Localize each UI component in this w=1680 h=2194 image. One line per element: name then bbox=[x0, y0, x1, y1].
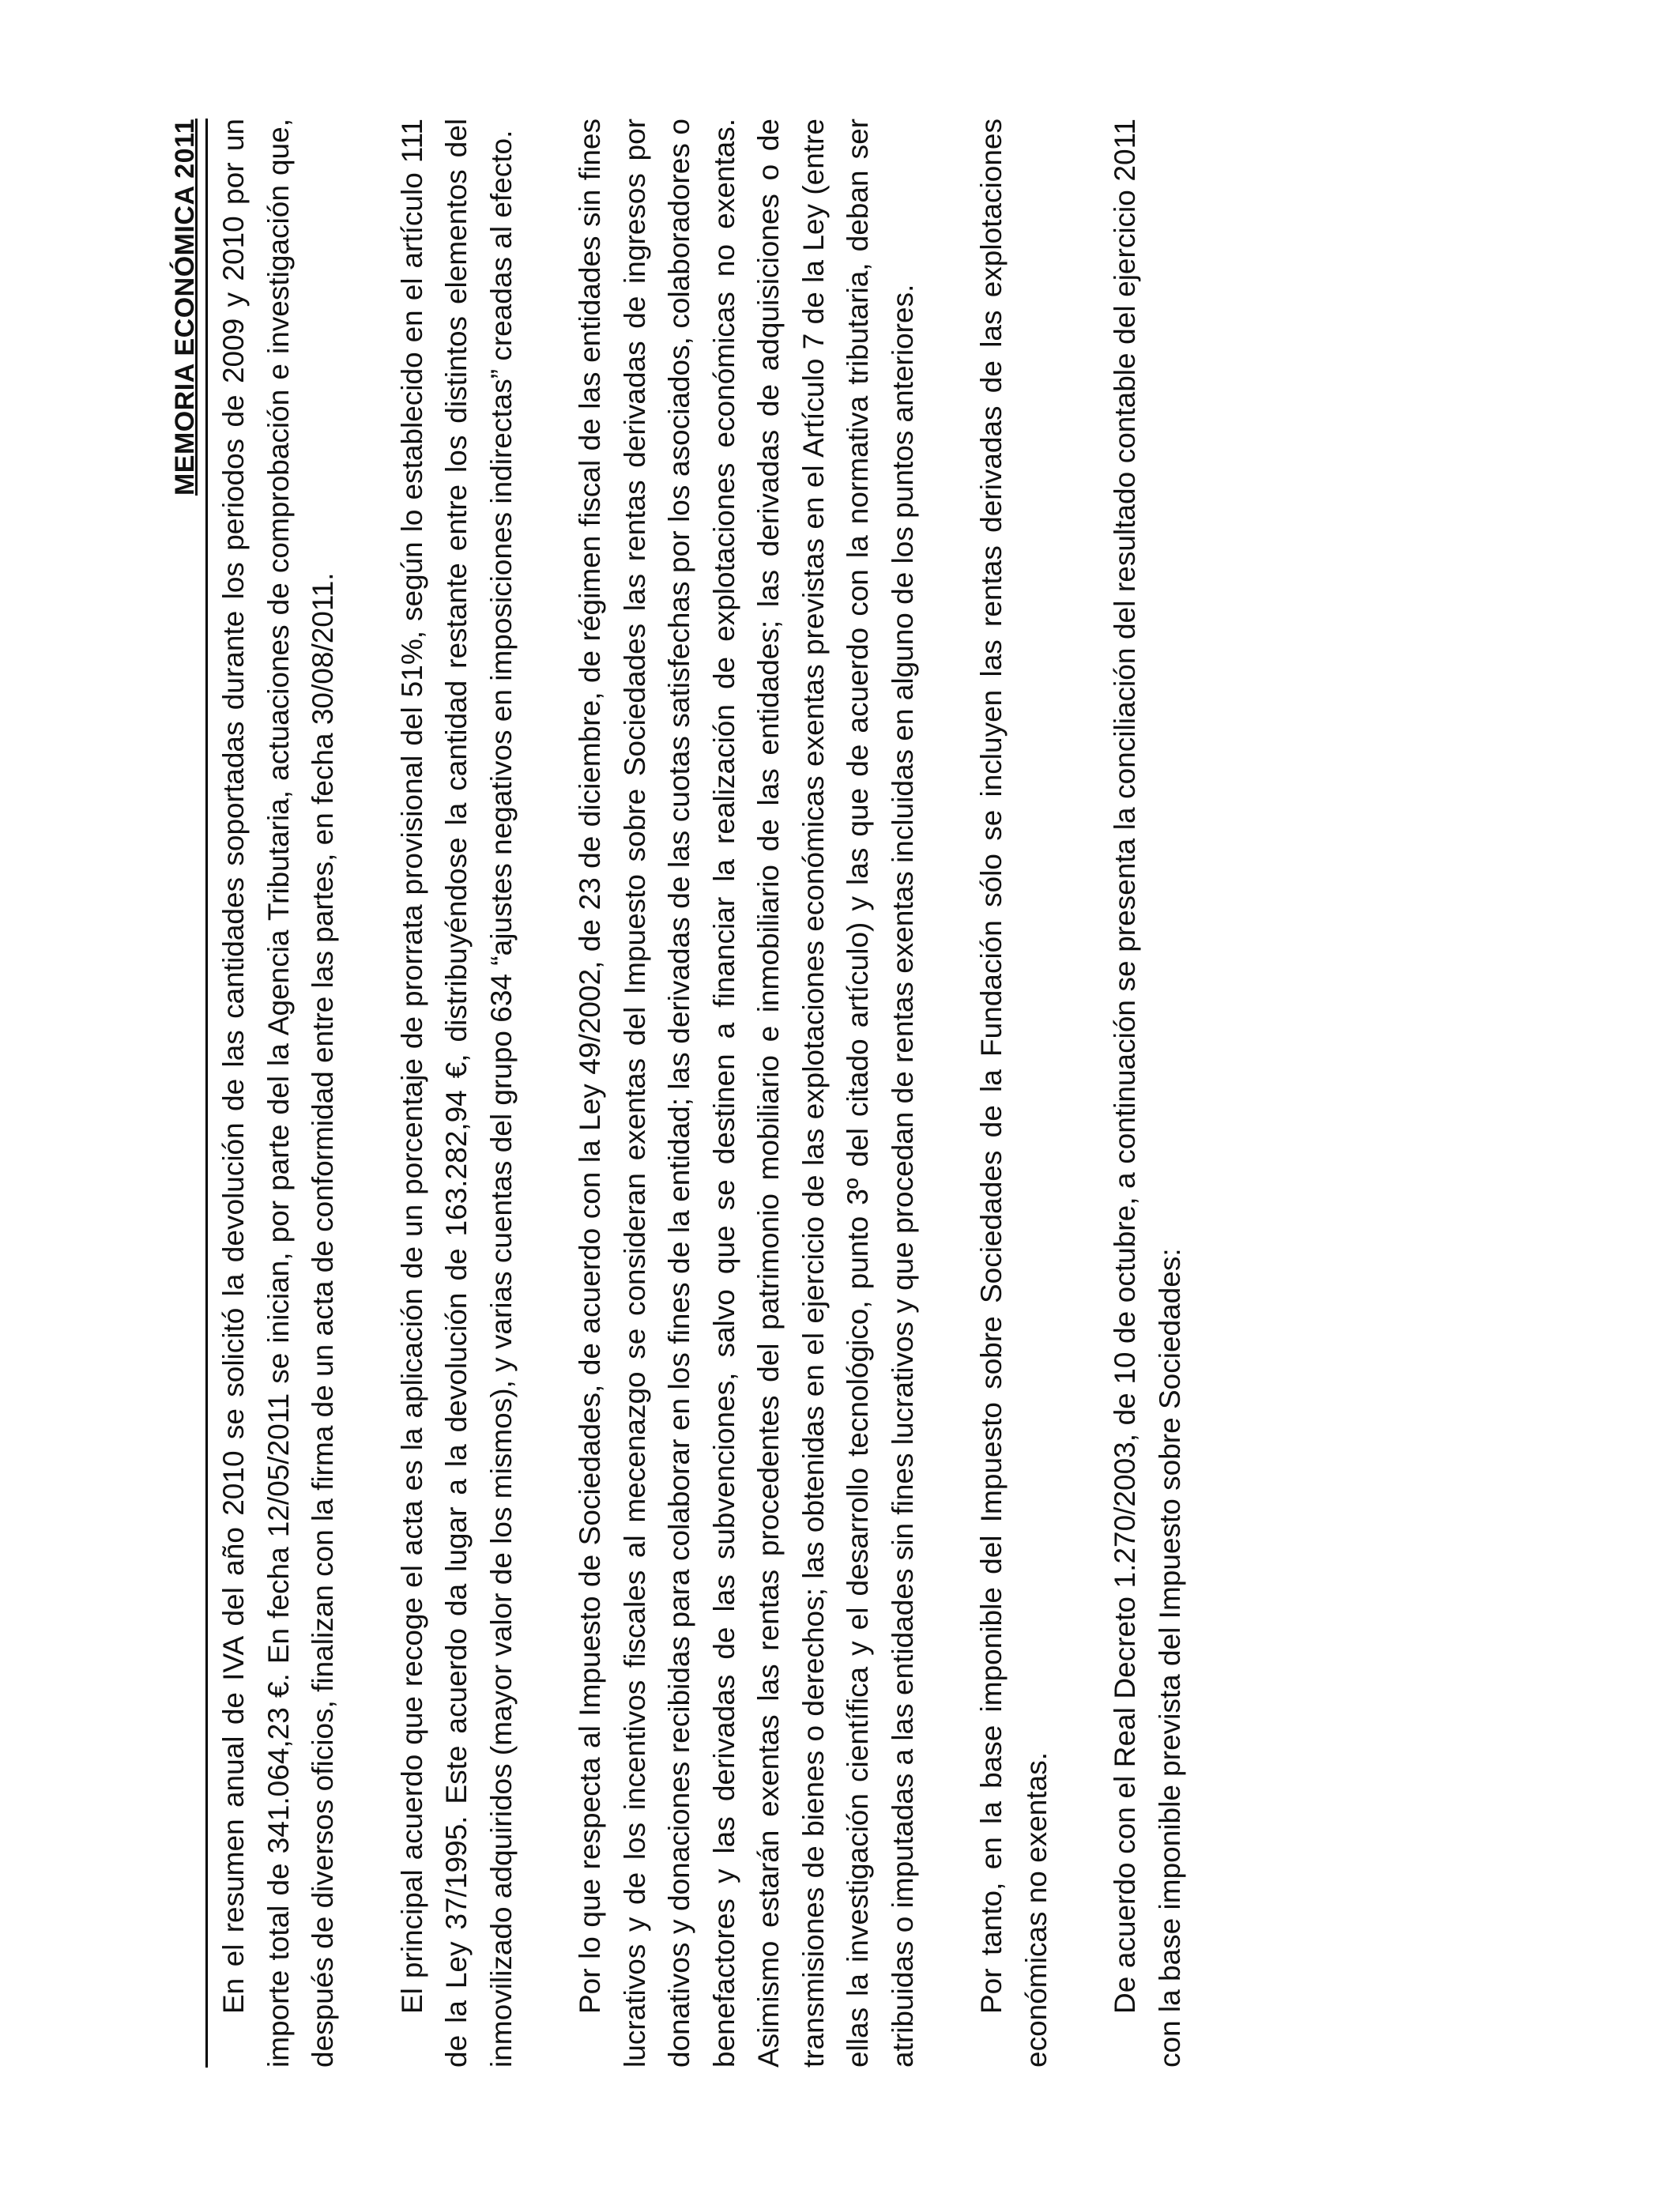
paragraph-taxable-base: Por tanto, en la base imponible del Impuesto sobre Sociedades de la Fundación sólo se incluyen las rentas derivadas de las explotaciones económicas no exentas. bbox=[975, 119, 1053, 2068]
document-body bbox=[212, 119, 1237, 2068]
header-rule bbox=[158, 119, 208, 2068]
paragraph-corporate-tax-exemptions: Por lo que respecta al Impuesto de Sociedades, de acuerdo con la Ley 49/2002, de 23 de diciembre, de régimen fiscal de las entidades sin fines lucrativos y de los incentivos fiscales al mecenazgo se consideran exentas del Impuesto sobre Sociedades las rentas derivadas de ingresos por donativos y donaciones recibidas para colaborar en los fines de la entidad; las derivadas de las cuotas satisfechas por los asociados, colaboradores o benefactores y las derivadas de las subvenciones, salvo que se destinen a financiar la realización de explotaciones económicas no exentas. Asimismo estarán exentas las rentas procedentes del patrimonio mobiliario e inmobiliario de las entidades; las derivadas de adquisiciones o de transmisiones de bienes o derechos; las obtenidas en el ejercicio de las explotaciones económicas exentas previstas en el Artículo 7 de la Ley (entre ellas la investigación científica y el desarrollo tecnológico, punto 3º del citado artículo) y las que de acuerdo con la normativa tributaria, deban ser atribuidas o imputadas a las entidades sin fines lucrativos y que procedan de rentas exentas incluidas en alguno de los puntos anteriores. bbox=[574, 119, 919, 2068]
paragraph-iva-refund: En el resumen anual de IVA del año 2010 se solicitó la devolución de las cantidades soportadas durante los periodos de 2009 y 2010 por un importe total de 341.064,23 €. En fecha 12/05/2011 se inician, por parte del la Agencia Tributaria, actuaciones de comprobación e investigación que, después de diversos oficios, finalizan con la firma de un acta de conformidad entre las partes, en fecha 30/08/2011. bbox=[217, 119, 339, 2068]
document-title: MEMORIA ECONÓMICA 2011 bbox=[170, 119, 200, 496]
paragraph-reconciliation-intro: De acuerdo con el Real Decreto 1.270/2003, de 10 de octubre, a continuación se presenta la conciliación del resultado contable del ejercicio 2011 con la base imponible prevista del Impuesto sobre Sociedades: bbox=[1109, 119, 1186, 2068]
paragraph-prorrata-agreement: El principal acuerdo que recoge el acta es la aplicación de un porcentaje de prorrata provisional del 51%, según lo establecido en el artículo 111 de la Ley 37/1995. Este acuerdo da lugar a la devolución de 163.282,94 €, distribuyéndose la cantidad restante entre los distintos elementos del inmovilizado adquiridos (mayor valor de los mismos), y varias cuentas del grupo 634 “ajustes negativos en imposiciones indirectas” creadas al efecto. bbox=[395, 119, 518, 2068]
